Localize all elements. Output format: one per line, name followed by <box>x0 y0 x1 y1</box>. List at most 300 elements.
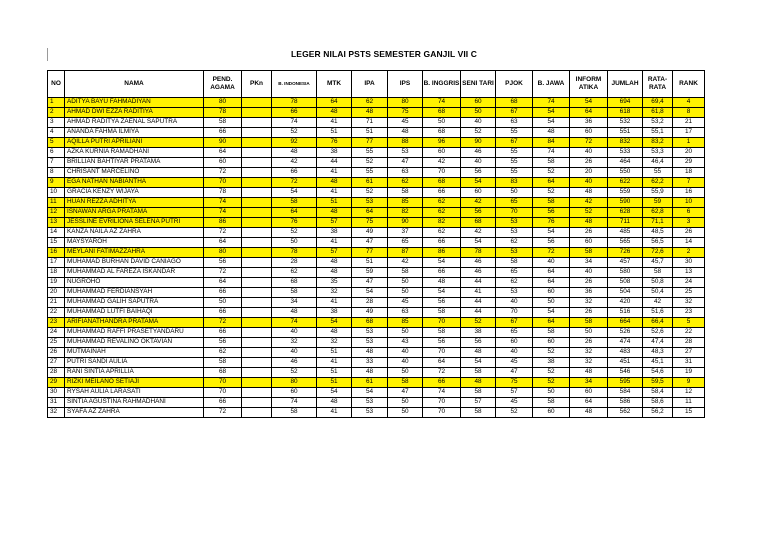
cell-b-indonesia: 46 <box>272 358 317 368</box>
cell-mtk: 57 <box>317 248 352 258</box>
cell-rank: 29 <box>673 158 705 168</box>
cell-ips: 37 <box>388 228 423 238</box>
cell-rank: 17 <box>673 128 705 138</box>
table-row <box>48 378 705 388</box>
cell-mtk: 38 <box>317 148 352 158</box>
cell-no: 31 <box>48 398 65 408</box>
header-nama: NAMA <box>65 71 204 98</box>
cell-ips: 65 <box>388 238 423 248</box>
cell-b-inggris: 56 <box>423 298 461 308</box>
cell-nama: SYAFA AZ ZAHRA <box>65 408 204 418</box>
cell-rata-rata: 55,9 <box>643 188 673 198</box>
cell-pend-agama: 72 <box>204 228 242 238</box>
cell-jumlah: 559 <box>608 188 643 198</box>
cell-ips: 80 <box>388 98 423 108</box>
cell-pjok: 75 <box>496 378 533 388</box>
header-rata-rata: RATA-RATA <box>643 71 673 98</box>
cell-pkn <box>242 188 272 198</box>
cell-no: 12 <box>48 208 65 218</box>
table-row <box>48 318 705 328</box>
cell-rata-rata: 58,4 <box>643 388 673 398</box>
cell-jumlah: 508 <box>608 278 643 288</box>
cell-rank: 4 <box>673 98 705 108</box>
cell-rank: 11 <box>673 398 705 408</box>
cell-b-indonesia: 66 <box>272 168 317 178</box>
cell-no: 23 <box>48 318 65 328</box>
cell-rank: 28 <box>673 338 705 348</box>
cell-b-inggris: 54 <box>423 258 461 268</box>
cell-pend-agama: 70 <box>204 378 242 388</box>
cell-mtk: 48 <box>317 328 352 338</box>
cell-nama: MUHAMMAD RAFFI PRASETYANDARU <box>65 328 204 338</box>
cell-no: 18 <box>48 268 65 278</box>
table-row <box>48 338 705 348</box>
cell-mtk: 41 <box>317 238 352 248</box>
cell-mtk: 48 <box>317 398 352 408</box>
cell-ipa: 64 <box>352 208 388 218</box>
cell-jumlah: 526 <box>608 328 643 338</box>
cell-pend-agama: 72 <box>204 168 242 178</box>
cell-b-jawa: 54 <box>533 108 570 118</box>
cell-b-inggris: 42 <box>423 158 461 168</box>
cell-jumlah: 565 <box>608 238 643 248</box>
cell-b-jawa: 72 <box>533 248 570 258</box>
cell-rank: 25 <box>673 288 705 298</box>
cell-pend-agama: 80 <box>204 248 242 258</box>
cell-jumlah: 551 <box>608 128 643 138</box>
cell-rata-rata: 46,4 <box>643 158 673 168</box>
cell-b-jawa: 60 <box>533 288 570 298</box>
cell-b-jawa: 48 <box>533 128 570 138</box>
cell-jumlah: 726 <box>608 248 643 258</box>
cell-mtk: 35 <box>317 278 352 288</box>
cell-mtk: 76 <box>317 138 352 148</box>
cell-seni-tari: 46 <box>461 148 496 158</box>
cell-seni-tari: 42 <box>461 228 496 238</box>
cell-b-jawa: 54 <box>533 118 570 128</box>
table-row <box>48 158 705 168</box>
header-pend-agama: PEND. AGAMA <box>204 71 242 98</box>
cell-rank: 5 <box>673 318 705 328</box>
cell-ips: 87 <box>388 248 423 258</box>
cell-informatika: 48 <box>570 218 608 228</box>
cell-pkn <box>242 258 272 268</box>
cell-pjok: 55 <box>496 128 533 138</box>
cell-b-indonesia: 76 <box>272 218 317 228</box>
cell-ipa: 49 <box>352 308 388 318</box>
cell-b-inggris: 86 <box>423 248 461 258</box>
cell-ips: 58 <box>388 378 423 388</box>
cell-pend-agama: 66 <box>204 398 242 408</box>
cell-seni-tari: 44 <box>461 278 496 288</box>
header-row <box>48 71 705 98</box>
cell-no: 7 <box>48 158 65 168</box>
cell-mtk: 64 <box>317 98 352 108</box>
cell-b-jawa: 52 <box>533 168 570 178</box>
cell-seni-tari: 41 <box>461 288 496 298</box>
cell-b-inggris: 48 <box>423 278 461 288</box>
table-row <box>48 188 705 198</box>
cell-informatika: 50 <box>570 328 608 338</box>
cell-rank: 15 <box>673 408 705 418</box>
cell-jumlah: 590 <box>608 198 643 208</box>
cell-ips: 63 <box>388 168 423 178</box>
cell-b-indonesia: 58 <box>272 288 317 298</box>
cell-ips: 40 <box>388 358 423 368</box>
cell-mtk: 54 <box>317 318 352 328</box>
cell-ipa: 53 <box>352 408 388 418</box>
cell-informatika: 42 <box>570 198 608 208</box>
cell-informatika: 64 <box>570 108 608 118</box>
cell-seni-tari: 46 <box>461 268 496 278</box>
cell-ipa: 53 <box>352 198 388 208</box>
cell-nama: NUGROHO <box>65 278 204 288</box>
cell-mtk: 54 <box>317 388 352 398</box>
cell-mtk: 44 <box>317 158 352 168</box>
cell-no: 4 <box>48 128 65 138</box>
cell-nama: KANZA NAILA AZ ZAHRA <box>65 228 204 238</box>
cell-pkn <box>242 358 272 368</box>
cell-pjok: 63 <box>496 118 533 128</box>
cell-jumlah: 464 <box>608 158 643 168</box>
cell-b-indonesia: 50 <box>272 238 317 248</box>
cell-ipa: 52 <box>352 158 388 168</box>
cell-b-jawa: 64 <box>533 268 570 278</box>
cell-rank: 32 <box>673 298 705 308</box>
cell-informatika: 40 <box>570 178 608 188</box>
cell-informatika: 64 <box>570 398 608 408</box>
cell-pjok: 55 <box>496 168 533 178</box>
cell-informatika: 48 <box>570 408 608 418</box>
cell-ips: 82 <box>388 208 423 218</box>
cell-pkn <box>242 178 272 188</box>
table-row <box>48 288 705 298</box>
table-row <box>48 98 705 108</box>
cell-b-indonesia: 34 <box>272 298 317 308</box>
cell-ipa: 55 <box>352 168 388 178</box>
cell-seni-tari: 48 <box>461 348 496 358</box>
table-row <box>48 118 705 128</box>
cell-ips: 50 <box>388 328 423 338</box>
cell-b-jawa: 60 <box>533 338 570 348</box>
cell-b-jawa: 50 <box>533 388 570 398</box>
cell-b-indonesia: 80 <box>272 378 317 388</box>
cell-seni-tari: 42 <box>461 198 496 208</box>
cell-no: 3 <box>48 118 65 128</box>
cell-jumlah: 546 <box>608 368 643 378</box>
header-mtk: MTK <box>317 71 352 98</box>
cell-rata-rata: 69,4 <box>643 98 673 108</box>
cell-ips: 90 <box>388 218 423 228</box>
cell-informatika: 54 <box>570 98 608 108</box>
cell-ipa: 51 <box>352 258 388 268</box>
cell-ipa: 51 <box>352 128 388 138</box>
cell-seni-tari: 52 <box>461 128 496 138</box>
cell-no: 15 <box>48 238 65 248</box>
table-row <box>48 298 705 308</box>
cell-no: 22 <box>48 308 65 318</box>
cell-rank: 3 <box>673 218 705 228</box>
cell-b-indonesia: 40 <box>272 328 317 338</box>
cell-b-jawa: 52 <box>533 368 570 378</box>
cell-seni-tari: 44 <box>461 308 496 318</box>
header-rank: RANK <box>673 71 705 98</box>
cell-no: 17 <box>48 258 65 268</box>
cell-jumlah: 584 <box>608 388 643 398</box>
table-row <box>48 248 705 258</box>
cell-b-jawa: 58 <box>533 198 570 208</box>
cell-rank: 2 <box>673 248 705 258</box>
cell-b-inggris: 66 <box>423 238 461 248</box>
cell-pkn <box>242 128 272 138</box>
cell-b-jawa: 64 <box>533 278 570 288</box>
cell-ipa: 53 <box>352 398 388 408</box>
cell-mtk: 41 <box>317 168 352 178</box>
cell-pend-agama: 68 <box>204 368 242 378</box>
cell-b-inggris: 64 <box>423 358 461 368</box>
cell-informatika: 26 <box>570 228 608 238</box>
cell-b-indonesia: 42 <box>272 158 317 168</box>
cell-ipa: 59 <box>352 268 388 278</box>
cell-informatika: 34 <box>570 258 608 268</box>
cell-pend-agama: 72 <box>204 268 242 278</box>
cell-b-inggris: 58 <box>423 308 461 318</box>
cell-b-indonesia: 72 <box>272 178 317 188</box>
cell-jumlah: 832 <box>608 138 643 148</box>
cell-pjok: 65 <box>496 328 533 338</box>
cell-rata-rata: 56,5 <box>643 238 673 248</box>
cell-rank: 31 <box>673 358 705 368</box>
cell-seni-tari: 54 <box>461 178 496 188</box>
header-pjok: PJOK <box>496 71 533 98</box>
cell-no: 5 <box>48 138 65 148</box>
cell-rata-rata: 56,2 <box>643 408 673 418</box>
cell-pjok: 67 <box>496 318 533 328</box>
cell-rank: 18 <box>673 168 705 178</box>
cell-no: 25 <box>48 338 65 348</box>
cell-pjok: 40 <box>496 298 533 308</box>
cell-nama: MUHAMMAD GALIH SAPUTRA <box>65 298 204 308</box>
cell-mtk: 41 <box>317 188 352 198</box>
cell-b-indonesia: 64 <box>272 208 317 218</box>
cell-pkn <box>242 368 272 378</box>
cell-rank: 19 <box>673 368 705 378</box>
cell-rata-rata: 59 <box>643 198 673 208</box>
cell-b-inggris: 74 <box>423 98 461 108</box>
cell-informatika: 60 <box>570 238 608 248</box>
cell-mtk: 38 <box>317 308 352 318</box>
cell-nama: MEYLANI FATIMAZZAHRA <box>65 248 204 258</box>
cell-pjok: 68 <box>496 98 533 108</box>
cell-informatika: 60 <box>570 128 608 138</box>
cell-informatika: 36 <box>570 118 608 128</box>
cell-no: 2 <box>48 108 65 118</box>
cell-rank: 20 <box>673 148 705 158</box>
cell-mtk: 48 <box>317 178 352 188</box>
cell-pkn <box>242 308 272 318</box>
cell-b-inggris: 68 <box>423 128 461 138</box>
cell-informatika: 34 <box>570 378 608 388</box>
cell-b-inggris: 74 <box>423 388 461 398</box>
table-row <box>48 268 705 278</box>
cell-pkn <box>242 278 272 288</box>
table-row <box>48 258 705 268</box>
cell-mtk: 51 <box>317 378 352 388</box>
cell-nama: MUTMAINAH <box>65 348 204 358</box>
cell-b-inggris: 60 <box>423 148 461 158</box>
cell-ips: 85 <box>388 198 423 208</box>
document-title: LEGER NILAI PSTS SEMESTER GANJIL VII C <box>291 49 477 59</box>
cell-rata-rata: 50,8 <box>643 278 673 288</box>
cell-ipa: 71 <box>352 118 388 128</box>
cell-b-jawa: 84 <box>533 138 570 148</box>
cell-seni-tari: 40 <box>461 118 496 128</box>
cell-rata-rata: 54,6 <box>643 368 673 378</box>
cell-b-inggris: 58 <box>423 328 461 338</box>
table-row <box>48 358 705 368</box>
cell-pend-agama: 64 <box>204 238 242 248</box>
table-row <box>48 398 705 408</box>
cell-nama: MUHAMAD BURHAN DAVID CANIAGO <box>65 258 204 268</box>
cell-pend-agama: 56 <box>204 258 242 268</box>
cell-pkn <box>242 228 272 238</box>
cell-ips: 85 <box>388 318 423 328</box>
cell-nama: AQILLA PUTRI APRILIANI <box>65 138 204 148</box>
cell-ipa: 68 <box>352 318 388 328</box>
cell-pend-agama: 86 <box>204 218 242 228</box>
cell-informatika: 40 <box>570 148 608 158</box>
cell-ips: 50 <box>388 398 423 408</box>
cell-jumlah: 562 <box>608 408 643 418</box>
cell-pend-agama: 78 <box>204 188 242 198</box>
cell-no: 11 <box>48 198 65 208</box>
cell-pjok: 65 <box>496 198 533 208</box>
cell-pjok: 62 <box>496 238 533 248</box>
cell-informatika: 40 <box>570 268 608 278</box>
cell-seni-tari: 56 <box>461 208 496 218</box>
cell-ipa: 55 <box>352 148 388 158</box>
cell-mtk: 48 <box>317 108 352 118</box>
cell-b-inggris: 50 <box>423 118 461 128</box>
table-row <box>48 148 705 158</box>
header-informatika: INFORM ATIKA <box>570 71 608 98</box>
cell-rank: 8 <box>673 108 705 118</box>
cell-b-inggris: 96 <box>423 138 461 148</box>
cell-seni-tari: 68 <box>461 218 496 228</box>
cell-nama: GRACIA KENZY WIJAYA <box>65 188 204 198</box>
cell-seni-tari: 60 <box>461 98 496 108</box>
table-row <box>48 218 705 228</box>
cell-pkn <box>242 148 272 158</box>
cell-b-jawa: 52 <box>533 378 570 388</box>
cell-ipa: 33 <box>352 358 388 368</box>
cell-pjok: 60 <box>496 338 533 348</box>
cell-mtk: 32 <box>317 338 352 348</box>
cell-pjok: 53 <box>496 228 533 238</box>
header-ips: IPS <box>388 71 423 98</box>
cell-no: 8 <box>48 168 65 178</box>
cell-ipa: 49 <box>352 228 388 238</box>
cell-pjok: 83 <box>496 178 533 188</box>
cell-rata-rata: 47,4 <box>643 338 673 348</box>
cell-rank: 7 <box>673 178 705 188</box>
cell-pend-agama: 64 <box>204 148 242 158</box>
cell-pjok: 70 <box>496 308 533 318</box>
cell-nama: ADITYA BAYU FAHMADIYAN <box>65 98 204 108</box>
cell-b-indonesia: 52 <box>272 128 317 138</box>
cell-b-jawa: 64 <box>533 318 570 328</box>
table-row <box>48 328 705 338</box>
cell-pjok: 40 <box>496 348 533 358</box>
cell-ips: 50 <box>388 408 423 418</box>
cell-pjok: 65 <box>496 268 533 278</box>
cell-rata-rata: 62,8 <box>643 208 673 218</box>
cell-no: 9 <box>48 178 65 188</box>
table-row <box>48 308 705 318</box>
cell-jumlah: 457 <box>608 258 643 268</box>
cell-pkn <box>242 168 272 178</box>
cell-nama: MUHAMMAD FERDIANSYAH <box>65 288 204 298</box>
cell-ips: 88 <box>388 138 423 148</box>
cell-ipa: 48 <box>352 108 388 118</box>
table-row <box>48 278 705 288</box>
cell-rata-rata: 61,8 <box>643 108 673 118</box>
cell-pend-agama: 60 <box>204 158 242 168</box>
cell-ips: 45 <box>388 118 423 128</box>
cell-b-jawa: 58 <box>533 398 570 408</box>
cell-rank: 13 <box>673 268 705 278</box>
cell-ipa: 77 <box>352 248 388 258</box>
cell-rank: 12 <box>673 388 705 398</box>
table-row <box>48 348 705 358</box>
cell-no: 10 <box>48 188 65 198</box>
cell-mtk: 57 <box>317 218 352 228</box>
cell-nama: EGA NATHAN NABIANTHA <box>65 178 204 188</box>
cell-ipa: 52 <box>352 188 388 198</box>
cell-ips: 47 <box>388 158 423 168</box>
cell-ipa: 62 <box>352 98 388 108</box>
cell-pend-agama: 62 <box>204 348 242 358</box>
cell-seni-tari: 56 <box>461 168 496 178</box>
cell-mtk: 51 <box>317 198 352 208</box>
cell-b-inggris: 68 <box>423 108 461 118</box>
cell-nama: ISNAWAN ARGA PRATAMA <box>65 208 204 218</box>
cell-nama: HUAN REZZA ADHITYA <box>65 198 204 208</box>
cell-no: 19 <box>48 278 65 288</box>
cell-pjok: 58 <box>496 258 533 268</box>
cell-ips: 50 <box>388 278 423 288</box>
cell-rank: 24 <box>673 278 705 288</box>
cell-mtk: 41 <box>317 408 352 418</box>
cell-pkn <box>242 378 272 388</box>
cell-jumlah: 580 <box>608 268 643 278</box>
cell-ips: 40 <box>388 348 423 358</box>
cell-rata-rata: 59,5 <box>643 378 673 388</box>
cell-jumlah: 595 <box>608 378 643 388</box>
cell-no: 30 <box>48 388 65 398</box>
cell-informatika: 26 <box>570 158 608 168</box>
cell-seni-tari: 58 <box>461 408 496 418</box>
cell-informatika: 32 <box>570 358 608 368</box>
cell-ipa: 53 <box>352 328 388 338</box>
header-b-inggris: B. INGGRIS <box>423 71 461 98</box>
cell-mtk: 41 <box>317 298 352 308</box>
cell-pkn <box>242 198 272 208</box>
cell-nama: RANI SINTIA APRILLIA <box>65 368 204 378</box>
cell-ips: 58 <box>388 188 423 198</box>
cell-pend-agama: 74 <box>204 208 242 218</box>
cell-rata-rata: 45,7 <box>643 258 673 268</box>
